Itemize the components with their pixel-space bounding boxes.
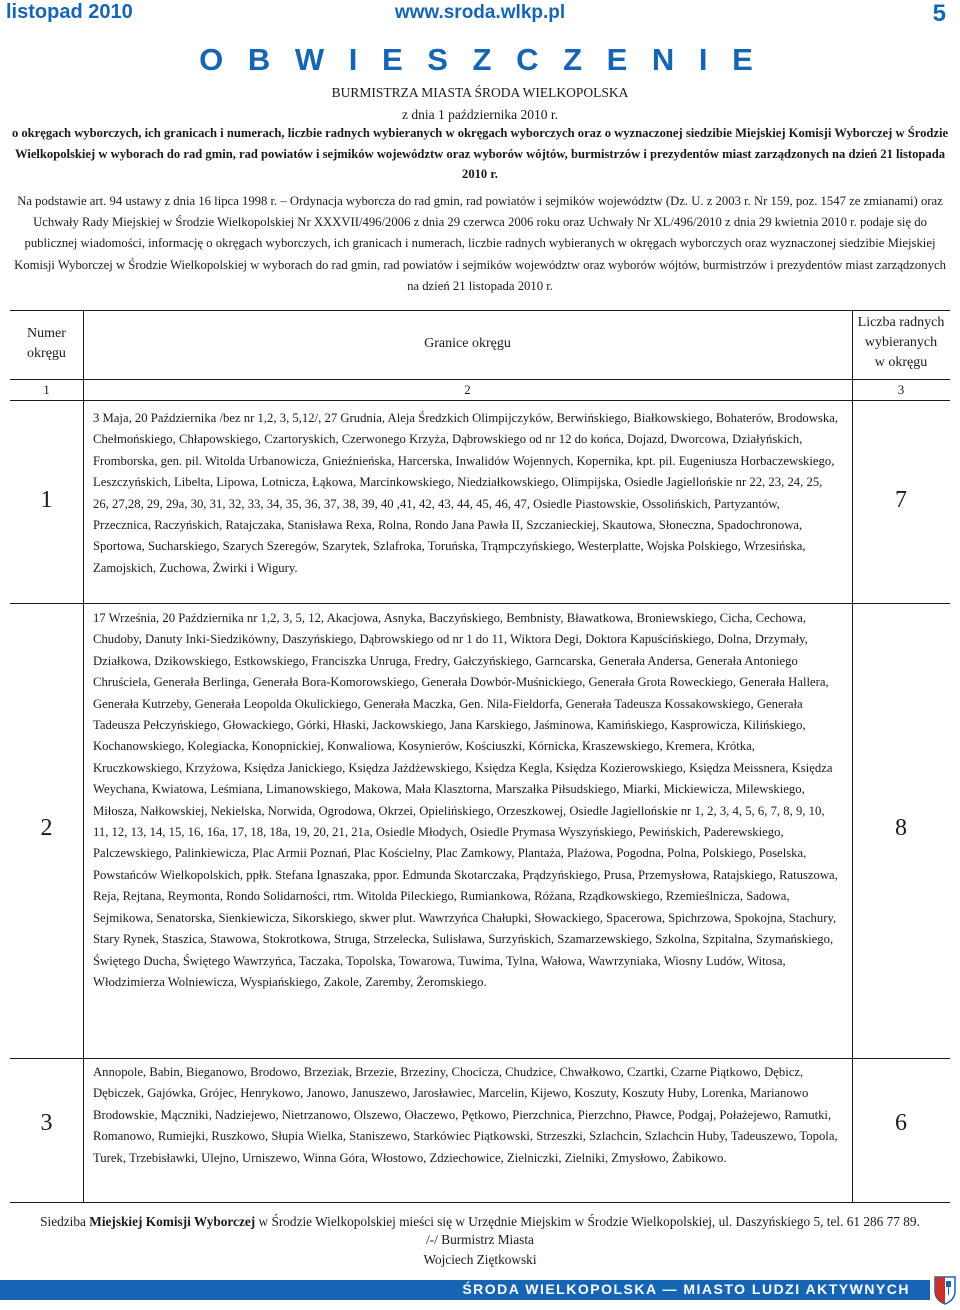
table-col-divider-2 — [852, 310, 853, 1202]
table-col-divider-1 — [83, 310, 84, 1202]
legal-basis: Na podstawie art. 94 ustawy z dnia 16 lipca 1998 r. – Ordynacja wyborcza do rad gmin, rad powiatów i sejmików województw (Dz. U. z 2003 r. Nr 159, poz. 1547 ze zmianami) oraz Uchwały Rady Miejskiej w Środzie Wielkopolskiej Nr XXXVII/496/2006 z dnia 29 czerwca 2006 roku oraz Uchwały Nr XL/496/2010 z dnia 29 kwietnia 2010 r. podaje się do publicznej wiadomości, informację o okręgach wyborczych, ich granicach i numerach, liczbie radnych wybieranych w okręgach wyborczych oraz wyznaczonej siedzibie Miejskiej Komisji Wyborczej w Środzie Wielkopolskiej w wyborach do rad gmin, rad powiatów i sejmików województw oraz wyborów wójtów, burmistrzów i prezydentów miast zarządzonych na dzień 21 listopada 2010 r. — [14, 194, 946, 293]
table-rule-bottom — [10, 1202, 950, 1203]
notice-issuer: BURMISTRZA MIASTA ŚRODA WIELKOPOLSKA — [331, 85, 629, 100]
page-number: 5 — [932, 0, 946, 27]
commission-seat-name: Miejskiej Komisji Wyborczej — [89, 1214, 256, 1229]
slogan-text: ŚRODA WIELKOPOLSKA — MIASTO LUDZI AKTYWNYCH — [462, 1281, 910, 1297]
district-boundaries-2: 17 Września, 20 Października nr 1,2, 3, 5, 12, Akacjowa, Asnyka, Baczyńskiego, Bembnisty, Bławatkowa, Broniewskiego, Cicha, Cechowa, Chudoby, Danuty Inki-Siedzikówny, Daszyńskiego, Dąbrowskiego od nr 1 do 11, Wiktora Degi, Doktora Kapuścińskiego, Dolna, Drzymały, Działkowa, Dzikowskiego, Estkowskiego, Franciszka Unruga, Fredry, Gałczyńskiego, Garncarska, Generała Andersa, Generała Antoniego Chruściela, Generała Berlinga, Generała Bora-Komorowskiego, Generała Dowbór-Muśnickiego, Generała Grota Roweckiego, Generała Hallera, Generała Kutrzeby, Generała Leopolda Okulickiego, Generała Maczka, Gen. Nila-Fieldorfa, Generała Tadeusza Kossakowskiego, Generała Tadeusza Pełczyńskiego, Głowackiego, Górki, Hłaski, Jackowskiego, Jana Karskiego, Jaśminowa, Kamińskiego, Kasprowicza, Kilińskiego, Kochanowskiego, Kolegiacka, Konopnickiej, Konwaliowa, Kosynierów, Kościuszki, Kórnicka, Kraszewskiego, Kremera, Krótka, Kruczkowskiego, Krzyżowa, Księdza Janickiego, Księdza Jażdżewskiego, Księdza Kegla, Księdza Kozierowskiego, Księdza Meissnera, Księdza Weychana, Kwiatowa, Leśmiana, Limanowskiego, Makowa, Mała Klasztorna, Marszałka Piłsudskiego, Miarki, Mickiewicza, Milewskiego, Miłosza, Nałkowskiej, Nekielska, Norwida, Ogrodowa, Okrzei, Opielińskiego, Orzeszkowej, Osiedle Jagiellońskie nr 1, 2, 3, 4, 5, 6, 7, 8, 9, 10, 11, 12, 13, 14, 15, 16, 16a, 17, 18, 18a, 19, 20, 21, 21a, Osiedle Młodych, Osiedle Prymasa Wyszyńskiego, Pewińskich, Paderewskiego, Palczewskiego, Palinkiewicza, Plac Armii Poznań, Plac Kościelny, Plac Zamkowy, Plantaża, Plażowa, Pogodna, Polna, Polskiego, Poselska, Powstańców Wielkopolskich, ppłk. Stefana Ignaszaka, ppor. Edmunda Skotarczaka, Prądzyńskiego, Prusa, Przemysłowa, Ratajskiego, Ratuszowa, Reja, Rejtana, Reymonta, Rondo Solidarności, rtm. Witolda Pileckiego, Rumiankowa, Różana, Rządkowskiego, Rzemieślnicza, Sadowa, Sejmikowa, Senatorska, Sienkiewicza, Sikorskiego, skwer plut. Wawrzyńca Chałupki, Słowackiego, Spacerowa, Spichrzowa, Spokojna, Stachury, Stary Rynek, Staszica, Stawowa, Stokrotkowa, Struga, Strzelecka, Sulisława, Surzyńskich, Szamarzewskiego, Szkolna, Szpitalna, Szymańskiego, Świętego Ducha, Świętego Wawrzyńca, Taczaka, Topolska, Towarowa, Tuwima, Tylna, Wałowa, Wawrzyniaka, Wiosny Ludów, Witosa, Włodzimierza Wolniewicza, Wyspiańskiego, Zakole, Zaremby, Żeromskiego. — [93, 611, 838, 989]
header-boundaries: Granice okręgu — [424, 336, 511, 351]
column-number-3: 3 — [897, 382, 905, 397]
district-number-1: 1 — [40, 487, 53, 513]
table-rule-top — [10, 310, 950, 311]
commission-seat-address: w Środzie Wielkopolskiej mieści się w Urzędnie Miejskim w Środzie Wielkopolskiej, ul. Daszyńskiego 5, tel. 61 286 77 89. — [255, 1214, 920, 1229]
column-number-1: 1 — [43, 382, 50, 397]
table-rule-row2 — [10, 1058, 950, 1059]
issue-date: listopad 2010 — [6, 1, 133, 23]
signature-role: /-/ Burmistrz Miasta — [426, 1232, 534, 1247]
table-rule-row1 — [10, 603, 950, 604]
district-count-2: 8 — [895, 815, 907, 841]
column-number-2: 2 — [464, 382, 471, 397]
notice-date: z dnia 1 października 2010 r. — [402, 107, 558, 122]
header-count-line3: w okręgu — [874, 355, 928, 370]
district-number-2: 2 — [40, 815, 53, 841]
slogan-bar — [0, 1280, 930, 1300]
commission-seat — [0, 1212, 960, 1231]
signature-name: Wojciech Ziętkowski — [423, 1252, 537, 1267]
table-rule-header — [10, 379, 950, 380]
notice-subject: o okręgach wyborczych, ich granicach i numerach, liczbie radnych wybieranych w okręgach wyborczych oraz o wyznaczonej siedzibie Miejskiej Komisji Wyborczej w Środzie Wielkopolskiej w wyborach do rad gmin, rad powiatów i sejmików województw oraz wyborów wójtów, burmistrzów i prezydentów miast zarządzonych na dzień 21 listopada 2010 r. — [11, 126, 949, 182]
table-rule-colnums — [10, 400, 950, 401]
district-number-3: 3 — [40, 1110, 53, 1136]
header-number — [10, 324, 83, 364]
header-count-line2: wybieranych — [864, 335, 938, 350]
website-link[interactable]: www.sroda.wlkp.pl — [394, 2, 566, 23]
district-count-1: 7 — [895, 487, 907, 513]
header-count — [852, 313, 950, 373]
notice-title: O B W I E S Z C Z E N I E — [199, 42, 761, 77]
town-crest-icon — [933, 1275, 957, 1305]
district-boundaries-1: 3 Maja, 20 Października /bez nr 1,2, 3, 5,12/, 27 Grudnia, Aleja Średzkich Olimpijczyków, Berwińskiego, Białkowskiego, Bohaterów, Brodowska, Chełmońskiego, Chłapowskiego, Czartoryskich, Czerwonego Krzyża, Dąbrowskiego od nr 12 do końca, Dojazd, Dworcowa, Działyńskich, Fromborska, gen. pil. Witolda Urbanowicza, Gnieźnieńska, Harcerska, Inwalidów Wojennych, Kopernika, kpt. pil. Eugeniusza Horbaczewskiego, Leszczyńskich, Libelta, Lipowa, Lotnicza, Łąkowa, Marcinkowskiego, Niedziałkowskiego, Olimpijska, Osiedle Jagiellońskie nr 22, 23, 24, 25, 26, 27,28, 29, 29a, 30, 31, 32, 33, 34, 35, 36, 37, 38, 39, 40 ,41, 42, 43, 44, 45, 46, 47, Osiedle Piastowskie, Ossolińskich, Partyzantów, Przecznica, Raczyńskich, Ratajczaka, Stanisława Rexa, Rolna, Rondo Jana Pawła II, Szczanieckiej, Skautowa, Słoneczna, Spadochronowa, Sportowa, Sucharskiego, Szarych Szeregów, Szarytek, Szlafroka, Toruńska, Trąmpczyńskiego, Westerplatte, Wojska Polskiego, Wrzesińska, Zamojskich, Zuchowa, Żwirki i Wigury. — [93, 411, 838, 575]
header-count-line1: Liczba radnych — [857, 315, 945, 330]
commission-seat-prefix: Siedziba — [40, 1214, 90, 1229]
page-header — [0, 0, 960, 28]
district-count-3: 6 — [895, 1110, 907, 1136]
header-number-line2: okręgu — [27, 346, 66, 361]
header-number-line1: Numer — [27, 326, 66, 341]
district-boundaries-3: Annopole, Babin, Bieganowo, Brodowo, Brzeziak, Brzezie, Brzeziny, Chocicza, Chudzice, Chwałkowo, Czartki, Czarne Piątkowo, Dębicz, Dębiczek, Gajówka, Grójec, Henrykowo, Janowo, Januszewo, Jarosławiec, Marcelin, Kijewo, Koszuty, Koszuty Huby, Lorenka, Marianowo Brodowskie, Mączniki, Nadziejewo, Nietrzanowo, Olszewo, Ołaczewo, Pętkowo, Pierzchnica, Pierzchno, Pławce, Podgaj, Połażejewo, Ramutki, Romanowo, Rumiejki, Ruszkowo, Słupia Wielka, Staniszewo, Starkówiec Piątkowski, Strzeszki, Szlachcin, Szlachcin Huby, Tadeuszewo, Topola, Turek, Trzebisławki, Ulejno, Urniszewo, Winna Góra, Włostowo, Zdziechowice, Zielniczki, Zielniki, Zmysłowo, Żabikowo. — [93, 1065, 838, 1165]
